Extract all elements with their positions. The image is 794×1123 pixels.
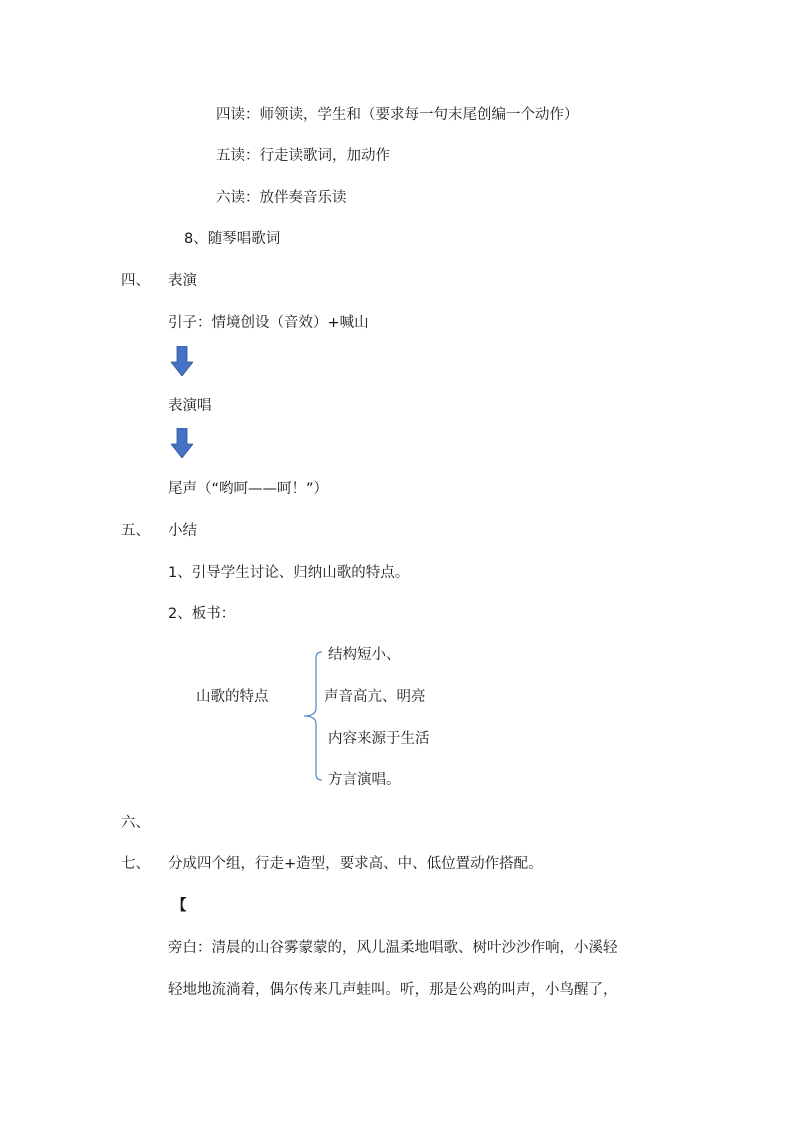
section-5-title: 小结 bbox=[168, 523, 197, 539]
step-8: 8、随琴唱歌词 bbox=[184, 231, 281, 247]
section-7-text: 分成四个组，行走+造型，要求高、中、低位置动作搭配。 bbox=[168, 856, 543, 872]
brace-icon bbox=[300, 648, 326, 784]
board-point-1: 结构短小、 bbox=[328, 647, 401, 663]
section-6-number: 六、 bbox=[121, 815, 150, 831]
flow-intro: 引子：情境创设（音效）+喊山 bbox=[168, 315, 369, 331]
flow-performance: 表演唱 bbox=[168, 398, 212, 414]
section-7-number: 七、 bbox=[121, 856, 150, 872]
down-arrow-icon bbox=[171, 428, 193, 458]
reading-step-4: 四读：师领读，学生和（要求每一句末尾创编一个动作） bbox=[216, 107, 579, 123]
down-arrow-icon bbox=[171, 346, 193, 376]
board-point-3: 内容来源于生活 bbox=[328, 731, 430, 747]
section-4-title: 表演 bbox=[168, 273, 197, 289]
board-label: 山歌的特点 bbox=[196, 689, 269, 705]
summary-item-2: 2、板书： bbox=[168, 606, 236, 622]
narration-line-2: 轻地地流淌着，偶尔传来几声蛙叫。听，那是公鸡的叫声，小鸟醒了， bbox=[168, 982, 618, 998]
reading-step-6: 六读：放伴奏音乐读 bbox=[216, 190, 347, 206]
section-4-number: 四、 bbox=[121, 273, 150, 289]
open-bracket: 【 bbox=[172, 898, 187, 914]
section-5-number: 五、 bbox=[121, 523, 150, 539]
reading-step-5: 五读：行走读歌词，加动作 bbox=[216, 148, 390, 164]
board-point-2: 声音高亢、明亮 bbox=[324, 689, 426, 705]
flow-ending: 尾声（“哟呵——呵！”） bbox=[168, 481, 329, 497]
narration-line-1: 旁白：清晨的山谷雾蒙蒙的，风儿温柔地唱歌、树叶沙沙作响，小溪轻 bbox=[168, 940, 618, 956]
summary-item-1: 1、引导学生讨论、归纳山歌的特点。 bbox=[168, 565, 410, 581]
board-point-4: 方言演唱。 bbox=[328, 772, 401, 788]
